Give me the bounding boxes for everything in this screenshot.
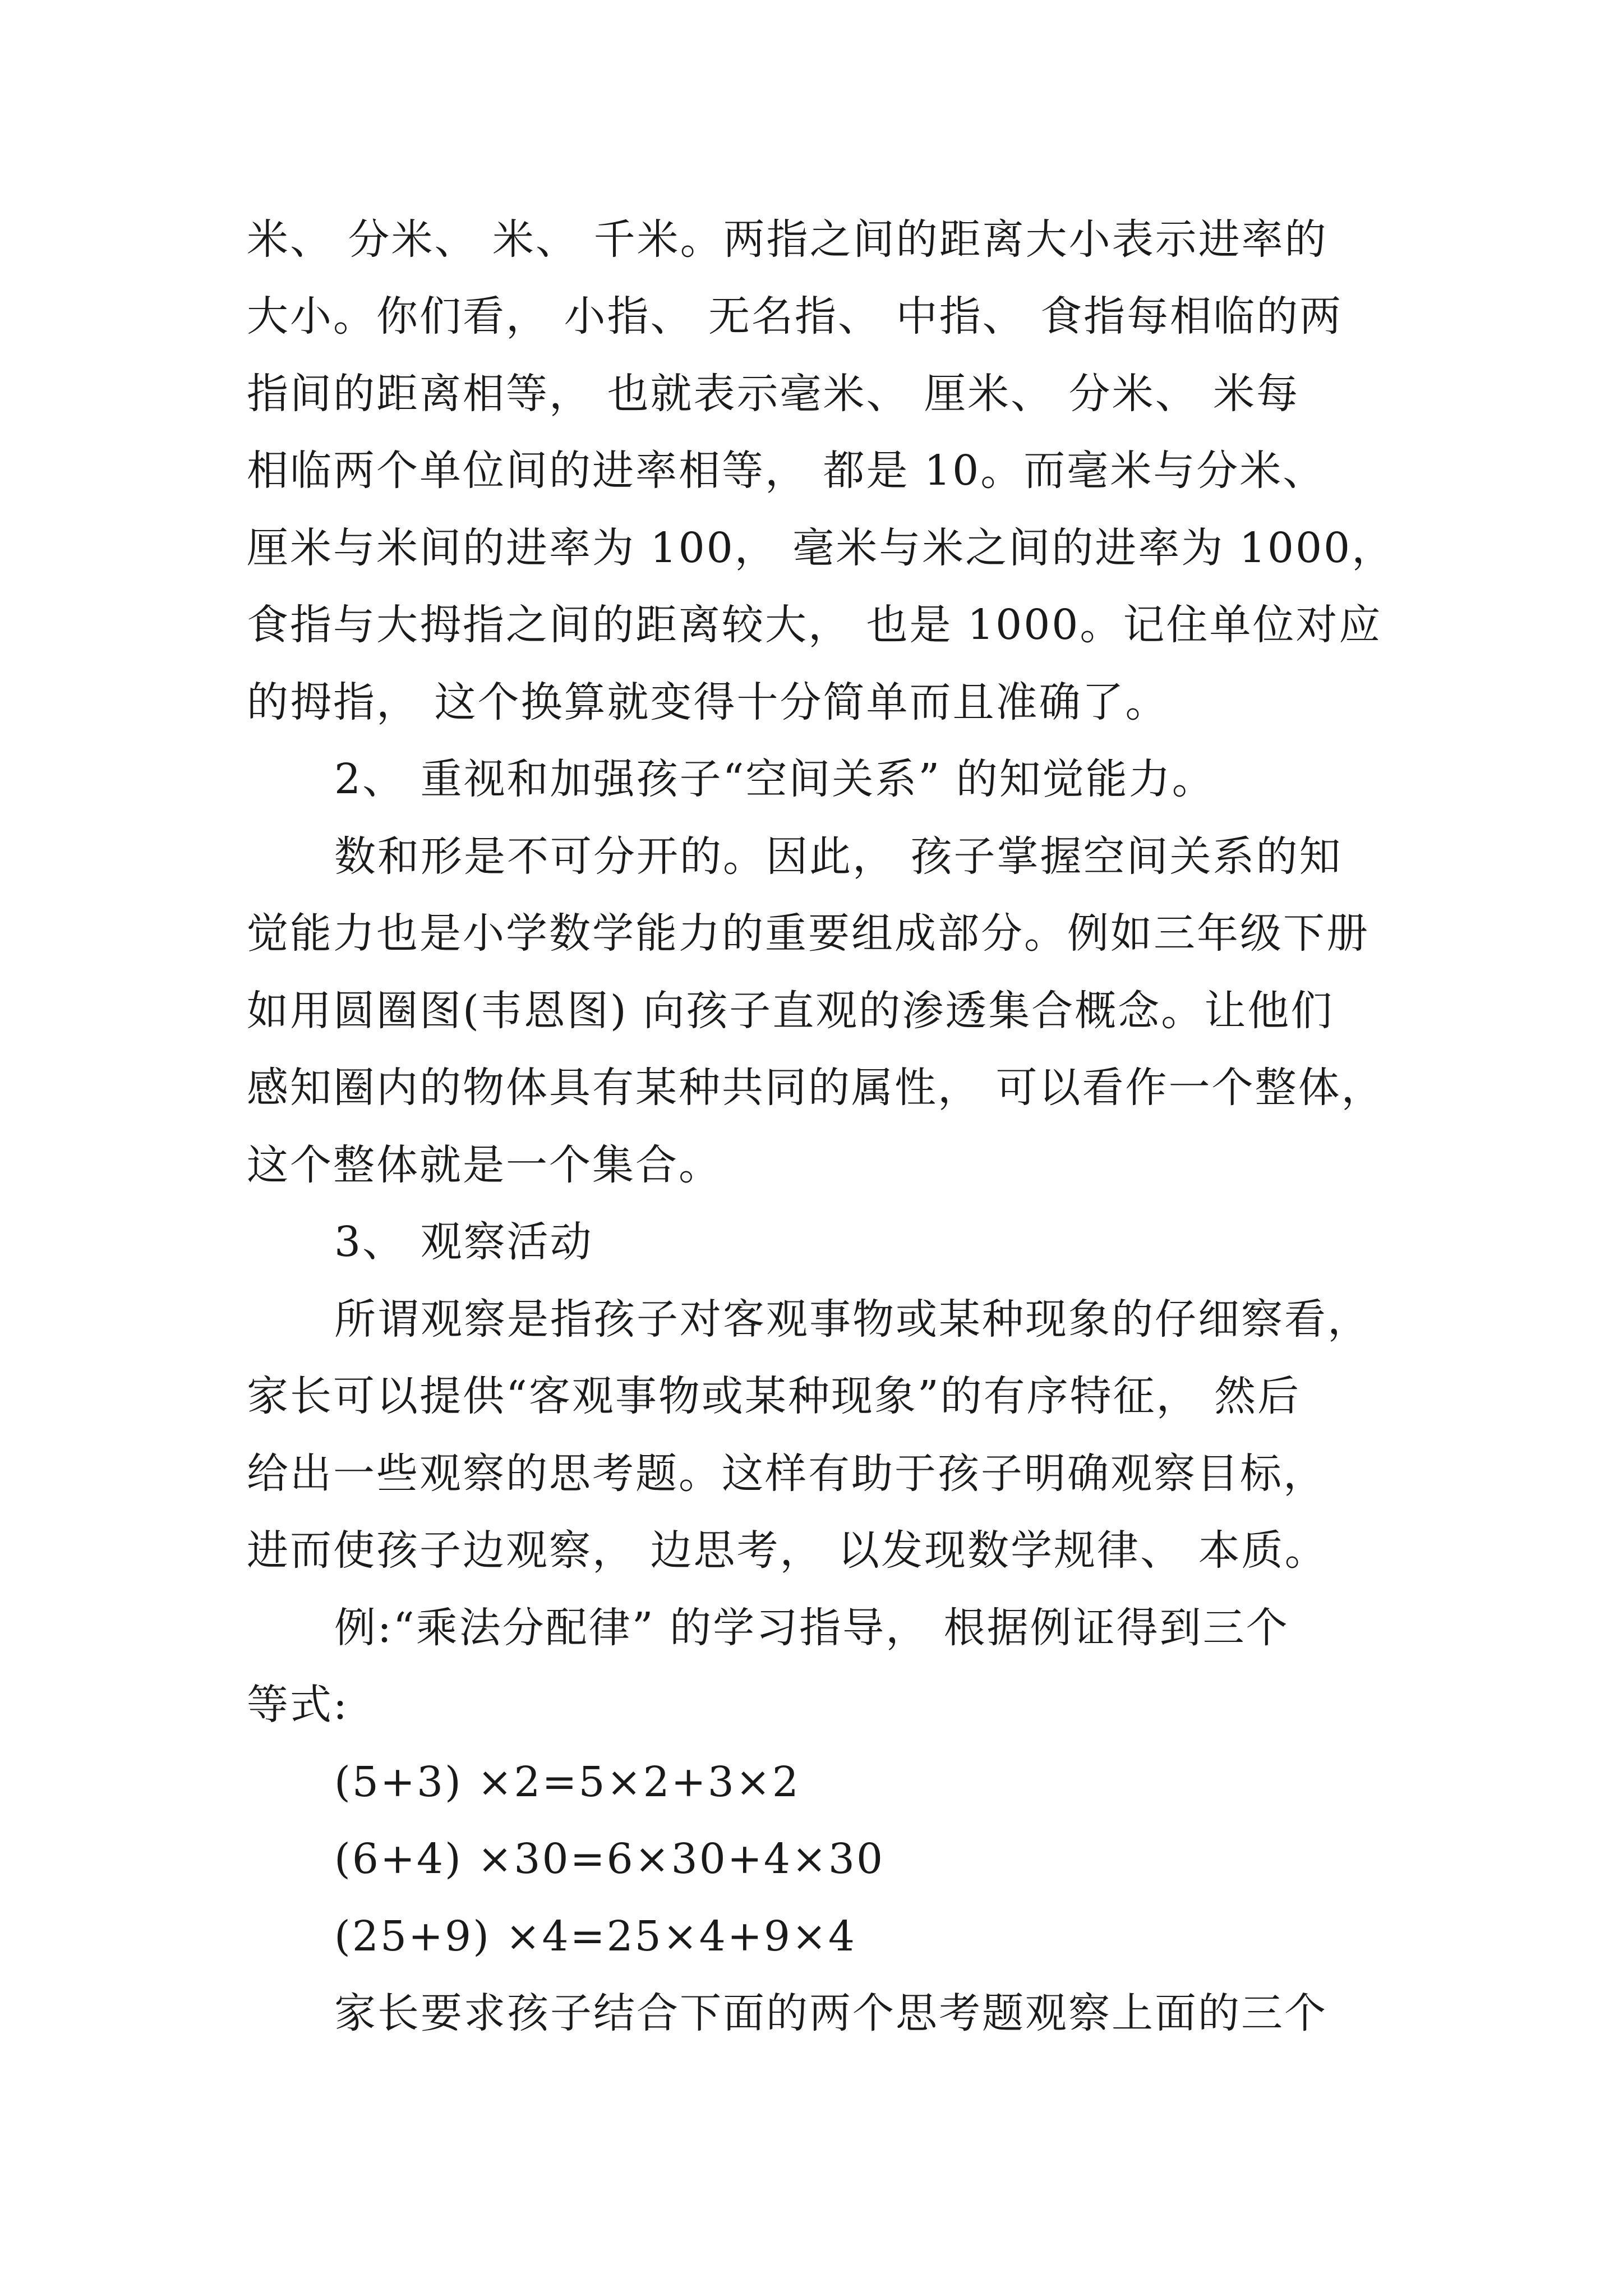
text-line: 米、 分米、 米、 千米。两指之间的距离大小表示进率的 xyxy=(247,215,1328,264)
text-line: 如用圆圈图(韦恩图) 向孩子直观的渗透集合概念。让他们 xyxy=(247,987,1334,1035)
text-line: 进而使孩子边观察， 边思考， 以发现数学规律、 本质。 xyxy=(247,1526,1328,1575)
text-line: 觉能力也是小学数学能力的重要组成部分。例如三年级下册 xyxy=(247,909,1370,958)
equation-line: (5+3) ×2=5×2+3×2 xyxy=(334,1758,800,1806)
text-line: 食指与大拇指之间的距离较大， 也是 1000。记住单位对应 xyxy=(247,601,1382,649)
text-line: 例:“乘法分配律” 的学习指导， 根据例证得到三个 xyxy=(334,1604,1289,1652)
equation-line: (25+9) ×4=25×4+9×4 xyxy=(334,1912,857,1961)
text-line: 数和形是不可分开的。因此， 孩子掌握空间关系的知 xyxy=(334,832,1343,881)
text-line: 家长要求孩子结合下面的两个思考题观察上面的三个 xyxy=(334,1989,1327,2037)
section-heading: 2、 重视和加强孩子“空间关系” 的知觉能力。 xyxy=(334,755,1215,803)
text-line: 家长可以提供“客观事物或某种现象”的有序特征， 然后 xyxy=(247,1372,1301,1420)
text-line: 等式: xyxy=(247,1681,349,1729)
text-line: 这个整体就是一个集合。 xyxy=(247,1141,722,1189)
text-line: 相临两个单位间的进率相等， 都是 10。而毫米与分米、 xyxy=(247,447,1326,495)
text-line: 大小。你们看， 小指、 无名指、 中指、 食指每相临的两 xyxy=(247,292,1343,341)
section-heading: 3、 观察活动 xyxy=(334,1218,593,1266)
text-line: 给出一些观察的思考题。这样有助于孩子明确观察目标， xyxy=(247,1450,1326,1498)
text-line: 指间的距离相等， 也就表示毫米、 厘米、 分米、 米每 xyxy=(247,370,1300,418)
text-line: 感知圈内的物体具有某种共同的属性， 可以看作一个整体， xyxy=(247,1064,1385,1112)
equation-line: (6+4) ×30=6×30+4×30 xyxy=(334,1835,885,1883)
text-line: 厘米与米间的进率为 100， 毫米与米之间的进率为 1000， xyxy=(247,524,1395,572)
text-line: 所谓观察是指孩子对客观事物或某种现象的仔细察看， xyxy=(334,1295,1371,1343)
text-line: 的拇指， 这个换算就变得十分简单而且准确了。 xyxy=(247,678,1169,726)
